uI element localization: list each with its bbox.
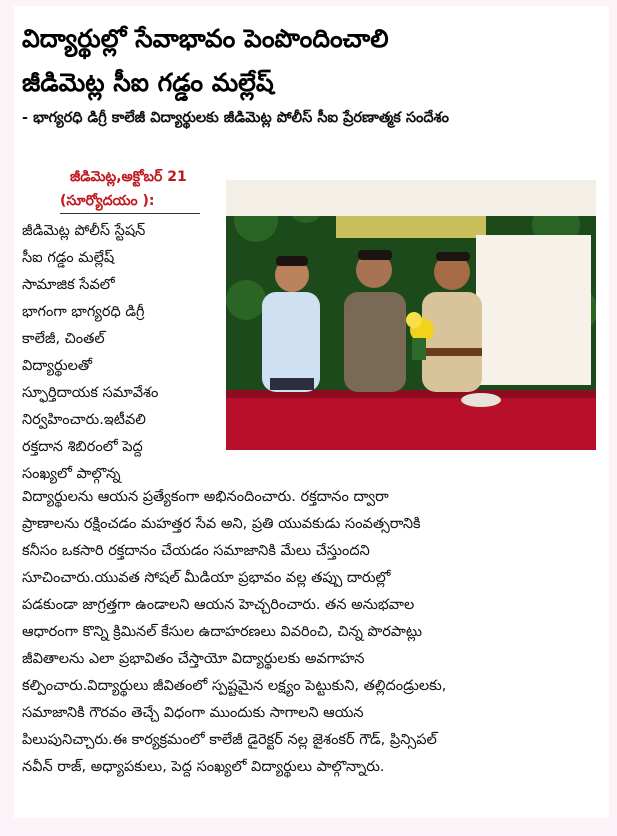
body-column: [22, 218, 220, 488]
dateline-source: (సూర్యోదయం ):: [60, 193, 155, 209]
body-line: నిర్వహించారు.ఇటీవలి: [22, 412, 146, 428]
body-line: జీడిమెట్ల పోలీస్ స్టేషన్: [22, 223, 146, 239]
body-line: జీవితాలను ఎలా ప్రభావితం చేస్తాయో విద్యార్థులకు అవగాహన: [22, 651, 365, 667]
dateline-divider: [60, 213, 200, 214]
headline-line-2: జీడిమెట్ల సీఐ గడ్డం మల్లేష్: [22, 68, 274, 97]
body-line: సమాజానికి గౌరవం తెచ్చే విధంగా ముందుకు సాగాలని ఆయన: [22, 705, 364, 721]
dateline: జీడిమెట్ల,అక్టోబర్ 21: [70, 169, 187, 185]
body-line: సామాజిక సేవలో: [22, 277, 115, 293]
event-photo: [226, 180, 596, 450]
body-line: రక్తదాన శిబిరంలో పెద్ద: [22, 439, 143, 455]
body-line: ఆధారంగా కొన్ని క్రిమినల్ కేసుల ఉదాహరణలు వివరించి, చిన్న పొరపాట్లు: [22, 624, 423, 640]
body-full-width: [22, 484, 597, 781]
body-line: సంఖ్యలో పాల్గొన్న: [22, 466, 121, 482]
body-line: పిలుపునిచ్చారు.ఈ కార్యక్రమంలో కాలేజీ డైరెక్టర్ నల్ల జైశంకర్ గౌడ్, ప్రిన్సిపల్: [22, 732, 437, 748]
body-line: ప్రాణాలను రక్షించడం మహత్తర సేవ అని, ప్రతి యువకుడు సంవత్సరానికి: [22, 516, 421, 532]
subheading: - భాగ్యరధి డిగ్రీ కాలేజీ విద్యార్థులకు జీడిమెట్ల పోలీస్ సీఐ ప్రేరణాత్మక సందేశం: [22, 110, 449, 126]
body-line: భాగంగా భాగ్యరధి డిగ్రీ: [22, 304, 145, 320]
body-line: సూచించారు.యువత సోషల్ మీడియా ప్రభావం వల్ల తప్పు దారుల్లో: [22, 570, 391, 586]
body-line: పడకుండా జాగ్రత్తగా ఉండాలని ఆయన హెచ్చరించారు. తన అనుభవాల: [22, 597, 415, 613]
body-line: విద్యార్థులతో: [22, 358, 93, 374]
body-line: కనీసం ఒకసారి రక్తదానం చేయడం సమాజానికి మేలు చేస్తుందని: [22, 543, 370, 559]
body-line: సీఐ గడ్డం మల్లేష్: [22, 250, 115, 266]
body-line: నవీన్ రాజ్, అధ్యాపకులు, పెద్ద సంఖ్యలో విద్యార్థులు పాల్గొన్నారు.: [22, 759, 385, 775]
headline-line-1: విద్యార్థుల్లో సేవాభావం పెంపొందించాలి: [22, 24, 389, 53]
event-photo-illustration: [226, 180, 596, 450]
body-line: స్ఫూర్తిదాయక సమావేశం: [22, 385, 159, 401]
body-line: విద్యార్థులను ఆయన ప్రత్యేకంగా అభినందించారు. రక్తదానం ద్వారా: [22, 489, 389, 505]
body-line: కాలేజీ, చింతల్: [22, 331, 105, 347]
body-line: కల్పించారు.విద్యార్థులు జీవితంలో స్పష్టమైన లక్ష్యం పెట్టుకుని, తల్లిదండ్రులకు,: [22, 678, 447, 694]
